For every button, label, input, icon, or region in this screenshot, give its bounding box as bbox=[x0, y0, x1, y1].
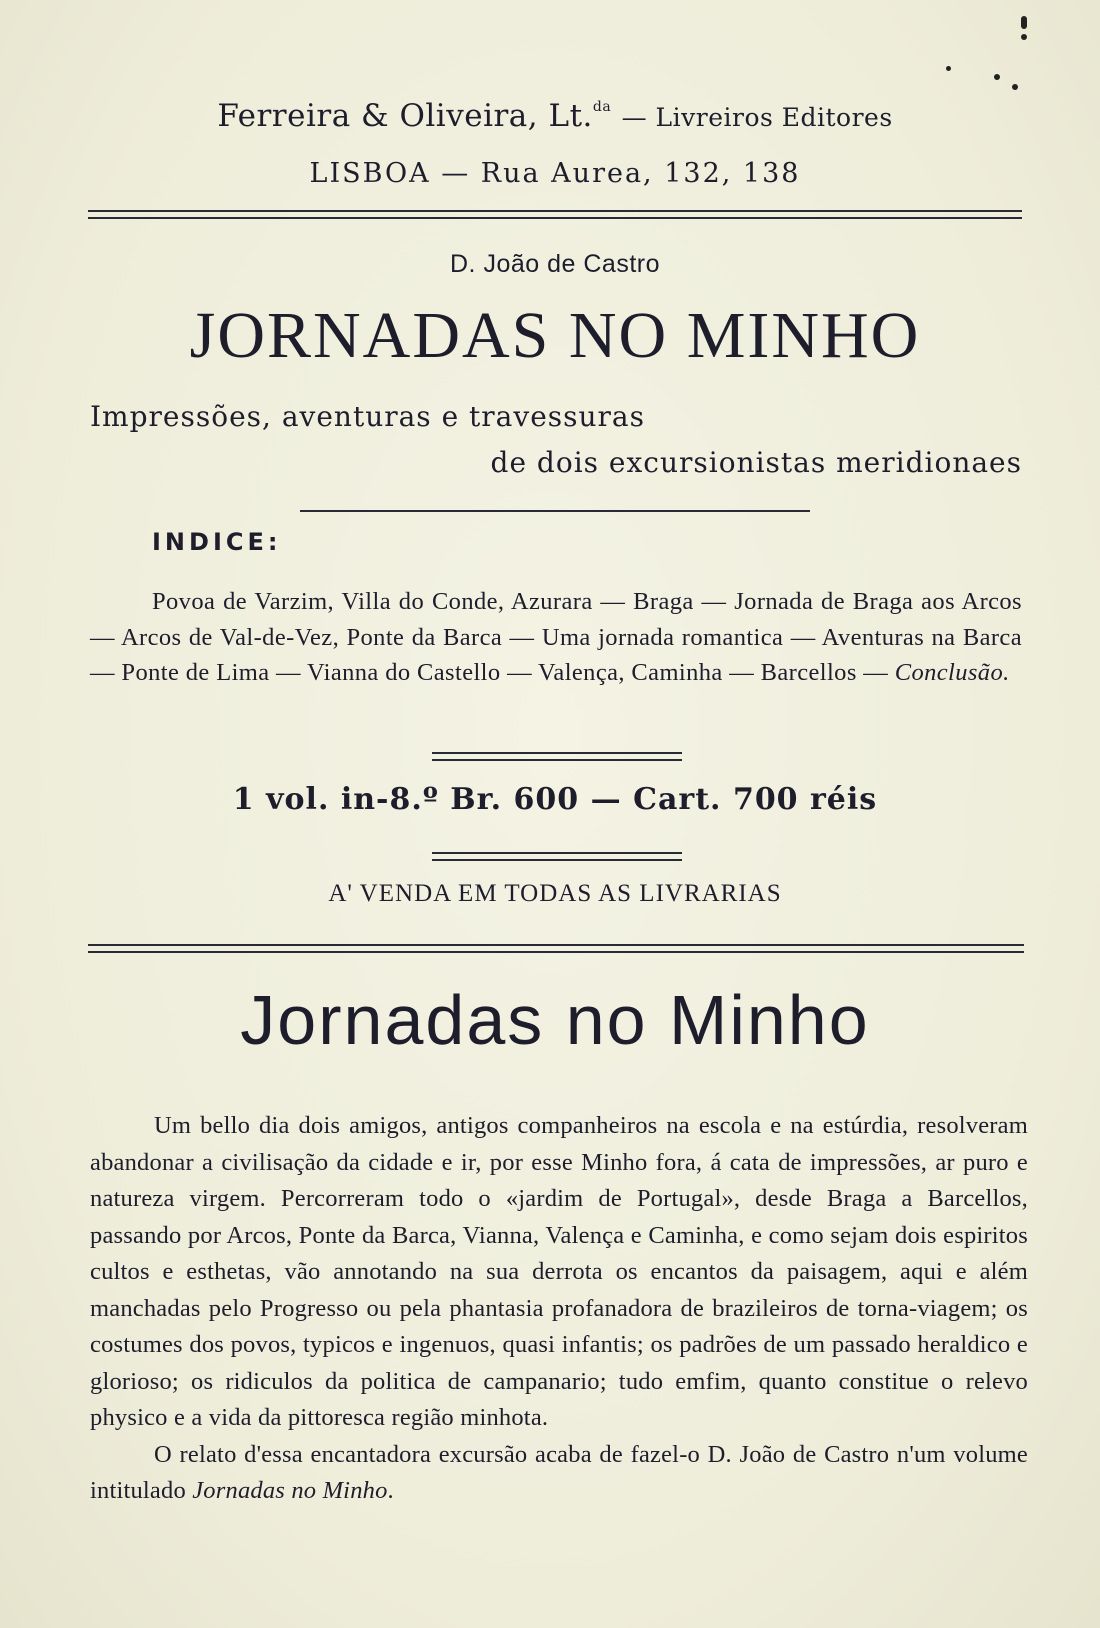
publisher-name: Ferreira & Oliveira, Lt. bbox=[217, 98, 593, 134]
promo-paragraph-2-text: O relato d'essa encantadora excursão acaba de fazel-o D. João de Castro n'um volume intitulado bbox=[90, 1440, 1028, 1504]
book-author: D. João de Castro bbox=[450, 250, 660, 278]
price-divider-bottom bbox=[432, 852, 682, 861]
promo-title: Jornadas no Minho bbox=[240, 981, 870, 1059]
promo-paragraph-2 bbox=[90, 1437, 1028, 1510]
promo-paragraph-2-end: . bbox=[387, 1477, 394, 1504]
sale-notice: A' VENDA EM TODAS AS LIVRARIAS bbox=[328, 880, 782, 907]
publisher-role: — Livreiros Editores bbox=[621, 103, 893, 132]
ink-speck bbox=[1021, 16, 1027, 29]
header-divider bbox=[88, 210, 1022, 219]
promo-paragraph-1: Um bello dia dois amigos, antigos companheiros na escola e na estúrdia, resolveram abandonar a civilisação da cidade e ir, por esse Minho fora, á cata de impressões, ar puro e natureza virgem. Percorreram todo o «jardim de Portugal», desde Braga a Barcellos, passando por Arcos, Ponte da Barca, Vianna, Valença e Caminha, e como sejam dois espiritos cultos e esthetas, vão annotando na sua derrota os encantos da paisagem, aqui e além manchadas pelo Progresso ou pela phantasia profanadora de brazileiros de torna-viagem; os costumes dos povos, typicos e ingenuos, quasi infantis; os padrões de um passado heraldico e glorioso; os ridiculos da politica de campanario; tudo emfim, quanto constitue o relevo physico e a vida da pittoresca região minhota. bbox=[90, 1112, 1028, 1431]
index-text: Povoa de Varzim, Villa do Conde, Azurara — Braga — Jornada de Braga aos Arcos — Arcos de Val-de-Vez, Ponte da Barca — Uma jornada romantica — Aventuras na Barca — Ponte de Lima — Vianna do Castello — Valença, Caminha — Barcellos — bbox=[90, 588, 1022, 686]
book-subtitle-line1: Impressões, aventuras e travessuras bbox=[90, 400, 645, 433]
publisher-address: LISBOA — Rua Aurea, 132, 138 bbox=[309, 158, 801, 189]
index-heading: INDICE: bbox=[152, 528, 282, 556]
section-divider bbox=[88, 944, 1024, 953]
book-title: JORNADAS NO MINHO bbox=[189, 299, 921, 372]
index-conclusion: Conclusão. bbox=[894, 659, 1010, 686]
book-subtitle-line2: de dois excursionistas meridionaes bbox=[490, 446, 1022, 479]
price-divider-top bbox=[432, 752, 682, 761]
promo-book-title-italic: Jornadas no Minho bbox=[192, 1477, 388, 1504]
ink-speck bbox=[1012, 84, 1018, 90]
publisher-suffix: da bbox=[592, 99, 612, 115]
index-contents bbox=[90, 584, 1022, 691]
promo-description bbox=[90, 1108, 1028, 1510]
ink-speck bbox=[946, 66, 951, 71]
ink-speck bbox=[1021, 34, 1027, 40]
subtitle-divider bbox=[300, 510, 810, 512]
book-price: 1 vol. in-8.º Br. 600 — Cart. 700 réis bbox=[232, 782, 878, 817]
ink-speck bbox=[994, 74, 1000, 80]
publisher-line bbox=[90, 98, 1020, 134]
